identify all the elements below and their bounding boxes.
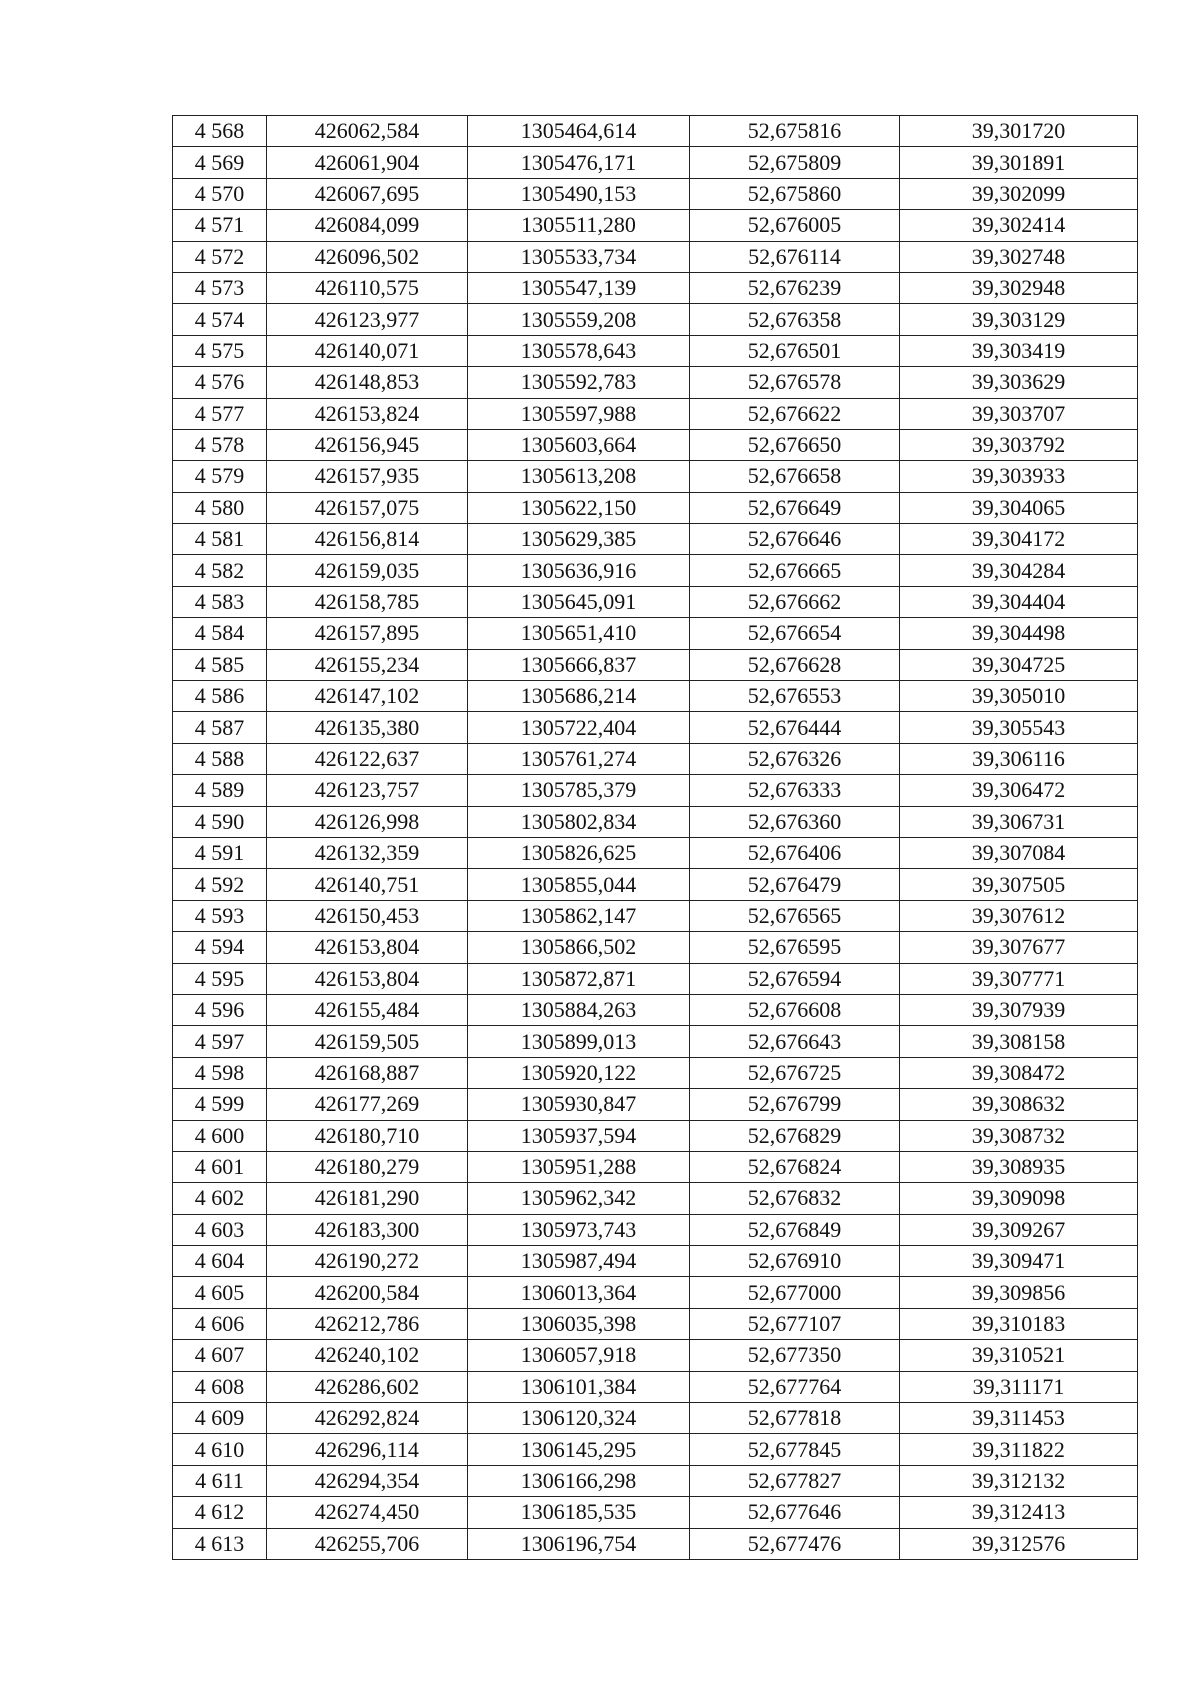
latitude-cell: 52,676643 [690, 1026, 900, 1057]
y-coordinate-cell: 1306196,754 [468, 1528, 690, 1559]
latitude-cell: 52,676594 [690, 963, 900, 994]
point-number-cell: 4 609 [173, 1403, 267, 1434]
longitude-cell: 39,309856 [900, 1277, 1138, 1308]
table-row [173, 932, 1138, 963]
point-number-cell: 4 590 [173, 806, 267, 837]
longitude-cell: 39,307084 [900, 837, 1138, 868]
point-number-cell: 4 592 [173, 869, 267, 900]
x-coordinate-cell: 426157,935 [267, 461, 468, 492]
point-number-cell: 4 578 [173, 429, 267, 460]
latitude-cell: 52,677827 [690, 1465, 900, 1496]
point-number-cell: 4 606 [173, 1308, 267, 1339]
point-number-cell: 4 608 [173, 1371, 267, 1402]
point-number-cell: 4 607 [173, 1340, 267, 1371]
latitude-cell: 52,676406 [690, 837, 900, 868]
y-coordinate-cell: 1305511,280 [468, 210, 690, 241]
y-coordinate-cell: 1305578,643 [468, 335, 690, 366]
latitude-cell: 52,676799 [690, 1089, 900, 1120]
longitude-cell: 39,312413 [900, 1497, 1138, 1528]
y-coordinate-cell: 1305951,288 [468, 1151, 690, 1182]
table-row [173, 1214, 1138, 1245]
x-coordinate-cell: 426157,895 [267, 618, 468, 649]
table-row [173, 1308, 1138, 1339]
x-coordinate-cell: 426067,695 [267, 178, 468, 209]
point-number-cell: 4 569 [173, 147, 267, 178]
latitude-cell: 52,675860 [690, 178, 900, 209]
latitude-cell: 52,676239 [690, 272, 900, 303]
table-row [173, 555, 1138, 586]
longitude-cell: 39,306731 [900, 806, 1138, 837]
x-coordinate-cell: 426274,450 [267, 1497, 468, 1528]
table-row [173, 335, 1138, 366]
x-coordinate-cell: 426158,785 [267, 586, 468, 617]
table-row [173, 1465, 1138, 1496]
x-coordinate-cell: 426061,904 [267, 147, 468, 178]
x-coordinate-cell: 426294,354 [267, 1465, 468, 1496]
y-coordinate-cell: 1305651,410 [468, 618, 690, 649]
table-row [173, 681, 1138, 712]
table-row [173, 712, 1138, 743]
table-row [173, 304, 1138, 335]
y-coordinate-cell: 1305899,013 [468, 1026, 690, 1057]
y-coordinate-cell: 1305866,502 [468, 932, 690, 963]
x-coordinate-cell: 426147,102 [267, 681, 468, 712]
point-number-cell: 4 593 [173, 900, 267, 931]
y-coordinate-cell: 1306057,918 [468, 1340, 690, 1371]
longitude-cell: 39,310183 [900, 1308, 1138, 1339]
y-coordinate-cell: 1305547,139 [468, 272, 690, 303]
longitude-cell: 39,304172 [900, 524, 1138, 555]
y-coordinate-cell: 1305490,153 [468, 178, 690, 209]
longitude-cell: 39,312576 [900, 1528, 1138, 1559]
longitude-cell: 39,303933 [900, 461, 1138, 492]
x-coordinate-cell: 426122,637 [267, 743, 468, 774]
latitude-cell: 52,677476 [690, 1528, 900, 1559]
point-number-cell: 4 571 [173, 210, 267, 241]
point-number-cell: 4 576 [173, 367, 267, 398]
latitude-cell: 52,676829 [690, 1120, 900, 1151]
latitude-cell: 52,677764 [690, 1371, 900, 1402]
x-coordinate-cell: 426150,453 [267, 900, 468, 931]
table-row [173, 1026, 1138, 1057]
latitude-cell: 52,676654 [690, 618, 900, 649]
x-coordinate-cell: 426123,757 [267, 775, 468, 806]
x-coordinate-cell: 426181,290 [267, 1183, 468, 1214]
point-number-cell: 4 595 [173, 963, 267, 994]
table-row [173, 1277, 1138, 1308]
x-coordinate-cell: 426159,035 [267, 555, 468, 586]
x-coordinate-cell: 426096,502 [267, 241, 468, 272]
x-coordinate-cell: 426155,234 [267, 649, 468, 680]
point-number-cell: 4 568 [173, 116, 267, 147]
point-number-cell: 4 573 [173, 272, 267, 303]
table-row [173, 1246, 1138, 1277]
x-coordinate-cell: 426177,269 [267, 1089, 468, 1120]
table-row [173, 994, 1138, 1025]
x-coordinate-cell: 426153,804 [267, 963, 468, 994]
x-coordinate-cell: 426110,575 [267, 272, 468, 303]
x-coordinate-cell: 426200,584 [267, 1277, 468, 1308]
longitude-cell: 39,306472 [900, 775, 1138, 806]
longitude-cell: 39,305543 [900, 712, 1138, 743]
y-coordinate-cell: 1305464,614 [468, 116, 690, 147]
point-number-cell: 4 613 [173, 1528, 267, 1559]
longitude-cell: 39,304725 [900, 649, 1138, 680]
x-coordinate-cell: 426255,706 [267, 1528, 468, 1559]
latitude-cell: 52,677000 [690, 1277, 900, 1308]
y-coordinate-cell: 1305937,594 [468, 1120, 690, 1151]
longitude-cell: 39,303629 [900, 367, 1138, 398]
x-coordinate-cell: 426157,075 [267, 492, 468, 523]
y-coordinate-cell: 1306035,398 [468, 1308, 690, 1339]
x-coordinate-cell: 426292,824 [267, 1403, 468, 1434]
longitude-cell: 39,304065 [900, 492, 1138, 523]
table-row [173, 1089, 1138, 1120]
point-number-cell: 4 599 [173, 1089, 267, 1120]
y-coordinate-cell: 1305476,171 [468, 147, 690, 178]
latitude-cell: 52,676578 [690, 367, 900, 398]
y-coordinate-cell: 1305962,342 [468, 1183, 690, 1214]
x-coordinate-cell: 426183,300 [267, 1214, 468, 1245]
table-row [173, 743, 1138, 774]
longitude-cell: 39,308732 [900, 1120, 1138, 1151]
table-row [173, 272, 1138, 303]
table-row [173, 398, 1138, 429]
table-row [173, 837, 1138, 868]
point-number-cell: 4 572 [173, 241, 267, 272]
y-coordinate-cell: 1305855,044 [468, 869, 690, 900]
x-coordinate-cell: 426140,071 [267, 335, 468, 366]
table-row [173, 116, 1138, 147]
point-number-cell: 4 577 [173, 398, 267, 429]
table-row [173, 241, 1138, 272]
point-number-cell: 4 602 [173, 1183, 267, 1214]
longitude-cell: 39,302948 [900, 272, 1138, 303]
point-number-cell: 4 601 [173, 1151, 267, 1182]
longitude-cell: 39,304498 [900, 618, 1138, 649]
latitude-cell: 52,676646 [690, 524, 900, 555]
table-row [173, 492, 1138, 523]
longitude-cell: 39,307939 [900, 994, 1138, 1025]
x-coordinate-cell: 426168,887 [267, 1057, 468, 1088]
coordinates-table-body [173, 116, 1138, 1560]
x-coordinate-cell: 426153,804 [267, 932, 468, 963]
longitude-cell: 39,309098 [900, 1183, 1138, 1214]
latitude-cell: 52,676326 [690, 743, 900, 774]
x-coordinate-cell: 426153,824 [267, 398, 468, 429]
latitude-cell: 52,675809 [690, 147, 900, 178]
latitude-cell: 52,676628 [690, 649, 900, 680]
x-coordinate-cell: 426240,102 [267, 1340, 468, 1371]
latitude-cell: 52,676595 [690, 932, 900, 963]
longitude-cell: 39,308935 [900, 1151, 1138, 1182]
table-row [173, 210, 1138, 241]
longitude-cell: 39,311822 [900, 1434, 1138, 1465]
y-coordinate-cell: 1305613,208 [468, 461, 690, 492]
latitude-cell: 52,677845 [690, 1434, 900, 1465]
x-coordinate-cell: 426159,505 [267, 1026, 468, 1057]
latitude-cell: 52,676849 [690, 1214, 900, 1245]
table-row [173, 618, 1138, 649]
table-row [173, 1120, 1138, 1151]
y-coordinate-cell: 1306145,295 [468, 1434, 690, 1465]
y-coordinate-cell: 1306013,364 [468, 1277, 690, 1308]
y-coordinate-cell: 1305826,625 [468, 837, 690, 868]
x-coordinate-cell: 426155,484 [267, 994, 468, 1025]
table-row [173, 649, 1138, 680]
point-number-cell: 4 580 [173, 492, 267, 523]
point-number-cell: 4 588 [173, 743, 267, 774]
latitude-cell: 52,676005 [690, 210, 900, 241]
longitude-cell: 39,303707 [900, 398, 1138, 429]
latitude-cell: 52,677107 [690, 1308, 900, 1339]
longitude-cell: 39,302099 [900, 178, 1138, 209]
point-number-cell: 4 586 [173, 681, 267, 712]
latitude-cell: 52,676608 [690, 994, 900, 1025]
x-coordinate-cell: 426296,114 [267, 1434, 468, 1465]
y-coordinate-cell: 1305884,263 [468, 994, 690, 1025]
point-number-cell: 4 594 [173, 932, 267, 963]
table-row [173, 1151, 1138, 1182]
point-number-cell: 4 589 [173, 775, 267, 806]
longitude-cell: 39,303419 [900, 335, 1138, 366]
table-row [173, 367, 1138, 398]
longitude-cell: 39,312132 [900, 1465, 1138, 1496]
latitude-cell: 52,677350 [690, 1340, 900, 1371]
table-row [173, 1371, 1138, 1402]
table-row [173, 963, 1138, 994]
table-row [173, 1403, 1138, 1434]
longitude-cell: 39,301720 [900, 116, 1138, 147]
latitude-cell: 52,676114 [690, 241, 900, 272]
point-number-cell: 4 596 [173, 994, 267, 1025]
table-row [173, 524, 1138, 555]
table-row [173, 900, 1138, 931]
y-coordinate-cell: 1305592,783 [468, 367, 690, 398]
y-coordinate-cell: 1306101,384 [468, 1371, 690, 1402]
point-number-cell: 4 583 [173, 586, 267, 617]
point-number-cell: 4 582 [173, 555, 267, 586]
latitude-cell: 52,676725 [690, 1057, 900, 1088]
point-number-cell: 4 574 [173, 304, 267, 335]
y-coordinate-cell: 1305973,743 [468, 1214, 690, 1245]
point-number-cell: 4 600 [173, 1120, 267, 1151]
y-coordinate-cell: 1305645,091 [468, 586, 690, 617]
point-number-cell: 4 584 [173, 618, 267, 649]
x-coordinate-cell: 426156,945 [267, 429, 468, 460]
y-coordinate-cell: 1305785,379 [468, 775, 690, 806]
latitude-cell: 52,676553 [690, 681, 900, 712]
latitude-cell: 52,676501 [690, 335, 900, 366]
table-row [173, 1434, 1138, 1465]
x-coordinate-cell: 426212,786 [267, 1308, 468, 1339]
x-coordinate-cell: 426135,380 [267, 712, 468, 743]
point-number-cell: 4 587 [173, 712, 267, 743]
latitude-cell: 52,676565 [690, 900, 900, 931]
table-row [173, 806, 1138, 837]
point-number-cell: 4 610 [173, 1434, 267, 1465]
y-coordinate-cell: 1305930,847 [468, 1089, 690, 1120]
y-coordinate-cell: 1305533,734 [468, 241, 690, 272]
longitude-cell: 39,307612 [900, 900, 1138, 931]
x-coordinate-cell: 426140,751 [267, 869, 468, 900]
latitude-cell: 52,676622 [690, 398, 900, 429]
x-coordinate-cell: 426180,710 [267, 1120, 468, 1151]
point-number-cell: 4 604 [173, 1246, 267, 1277]
longitude-cell: 39,310521 [900, 1340, 1138, 1371]
longitude-cell: 39,301891 [900, 147, 1138, 178]
point-number-cell: 4 585 [173, 649, 267, 680]
longitude-cell: 39,309267 [900, 1214, 1138, 1245]
latitude-cell: 52,676662 [690, 586, 900, 617]
latitude-cell: 52,676832 [690, 1183, 900, 1214]
table-row [173, 775, 1138, 806]
longitude-cell: 39,302748 [900, 241, 1138, 272]
longitude-cell: 39,308158 [900, 1026, 1138, 1057]
point-number-cell: 4 605 [173, 1277, 267, 1308]
point-number-cell: 4 612 [173, 1497, 267, 1528]
point-number-cell: 4 570 [173, 178, 267, 209]
longitude-cell: 39,308472 [900, 1057, 1138, 1088]
longitude-cell: 39,309471 [900, 1246, 1138, 1277]
y-coordinate-cell: 1305666,837 [468, 649, 690, 680]
point-number-cell: 4 611 [173, 1465, 267, 1496]
table-row [173, 1497, 1138, 1528]
x-coordinate-cell: 426190,272 [267, 1246, 468, 1277]
y-coordinate-cell: 1305622,150 [468, 492, 690, 523]
table-row [173, 586, 1138, 617]
point-number-cell: 4 597 [173, 1026, 267, 1057]
latitude-cell: 52,677646 [690, 1497, 900, 1528]
point-number-cell: 4 581 [173, 524, 267, 555]
point-number-cell: 4 579 [173, 461, 267, 492]
latitude-cell: 52,676649 [690, 492, 900, 523]
table-row [173, 429, 1138, 460]
table-row [173, 869, 1138, 900]
point-number-cell: 4 591 [173, 837, 267, 868]
longitude-cell: 39,307677 [900, 932, 1138, 963]
latitude-cell: 52,675816 [690, 116, 900, 147]
latitude-cell: 52,677818 [690, 1403, 900, 1434]
point-number-cell: 4 603 [173, 1214, 267, 1245]
latitude-cell: 52,676358 [690, 304, 900, 335]
latitude-cell: 52,676479 [690, 869, 900, 900]
latitude-cell: 52,676824 [690, 1151, 900, 1182]
latitude-cell: 52,676444 [690, 712, 900, 743]
y-coordinate-cell: 1305802,834 [468, 806, 690, 837]
table-row [173, 147, 1138, 178]
latitude-cell: 52,676665 [690, 555, 900, 586]
y-coordinate-cell: 1305872,871 [468, 963, 690, 994]
latitude-cell: 52,676650 [690, 429, 900, 460]
y-coordinate-cell: 1305862,147 [468, 900, 690, 931]
x-coordinate-cell: 426180,279 [267, 1151, 468, 1182]
y-coordinate-cell: 1305686,214 [468, 681, 690, 712]
longitude-cell: 39,304404 [900, 586, 1138, 617]
y-coordinate-cell: 1305603,664 [468, 429, 690, 460]
x-coordinate-cell: 426062,584 [267, 116, 468, 147]
longitude-cell: 39,306116 [900, 743, 1138, 774]
longitude-cell: 39,307771 [900, 963, 1138, 994]
table-row [173, 1340, 1138, 1371]
point-number-cell: 4 575 [173, 335, 267, 366]
y-coordinate-cell: 1305920,122 [468, 1057, 690, 1088]
y-coordinate-cell: 1305636,916 [468, 555, 690, 586]
y-coordinate-cell: 1305597,988 [468, 398, 690, 429]
x-coordinate-cell: 426132,359 [267, 837, 468, 868]
y-coordinate-cell: 1305761,274 [468, 743, 690, 774]
longitude-cell: 39,303792 [900, 429, 1138, 460]
longitude-cell: 39,308632 [900, 1089, 1138, 1120]
y-coordinate-cell: 1305722,404 [468, 712, 690, 743]
y-coordinate-cell: 1305987,494 [468, 1246, 690, 1277]
latitude-cell: 52,676658 [690, 461, 900, 492]
point-number-cell: 4 598 [173, 1057, 267, 1088]
y-coordinate-cell: 1306166,298 [468, 1465, 690, 1496]
longitude-cell: 39,303129 [900, 304, 1138, 335]
x-coordinate-cell: 426156,814 [267, 524, 468, 555]
x-coordinate-cell: 426084,099 [267, 210, 468, 241]
y-coordinate-cell: 1306120,324 [468, 1403, 690, 1434]
table-row [173, 1057, 1138, 1088]
latitude-cell: 52,676333 [690, 775, 900, 806]
table-row [173, 461, 1138, 492]
longitude-cell: 39,311171 [900, 1371, 1138, 1402]
x-coordinate-cell: 426148,853 [267, 367, 468, 398]
table-row [173, 1528, 1138, 1559]
latitude-cell: 52,676910 [690, 1246, 900, 1277]
y-coordinate-cell: 1305629,385 [468, 524, 690, 555]
longitude-cell: 39,305010 [900, 681, 1138, 712]
longitude-cell: 39,307505 [900, 869, 1138, 900]
longitude-cell: 39,302414 [900, 210, 1138, 241]
latitude-cell: 52,676360 [690, 806, 900, 837]
coordinates-table [172, 115, 1138, 1560]
y-coordinate-cell: 1305559,208 [468, 304, 690, 335]
longitude-cell: 39,311453 [900, 1403, 1138, 1434]
longitude-cell: 39,304284 [900, 555, 1138, 586]
x-coordinate-cell: 426123,977 [267, 304, 468, 335]
y-coordinate-cell: 1306185,535 [468, 1497, 690, 1528]
x-coordinate-cell: 426286,602 [267, 1371, 468, 1402]
table-row [173, 1183, 1138, 1214]
table-row [173, 178, 1138, 209]
x-coordinate-cell: 426126,998 [267, 806, 468, 837]
